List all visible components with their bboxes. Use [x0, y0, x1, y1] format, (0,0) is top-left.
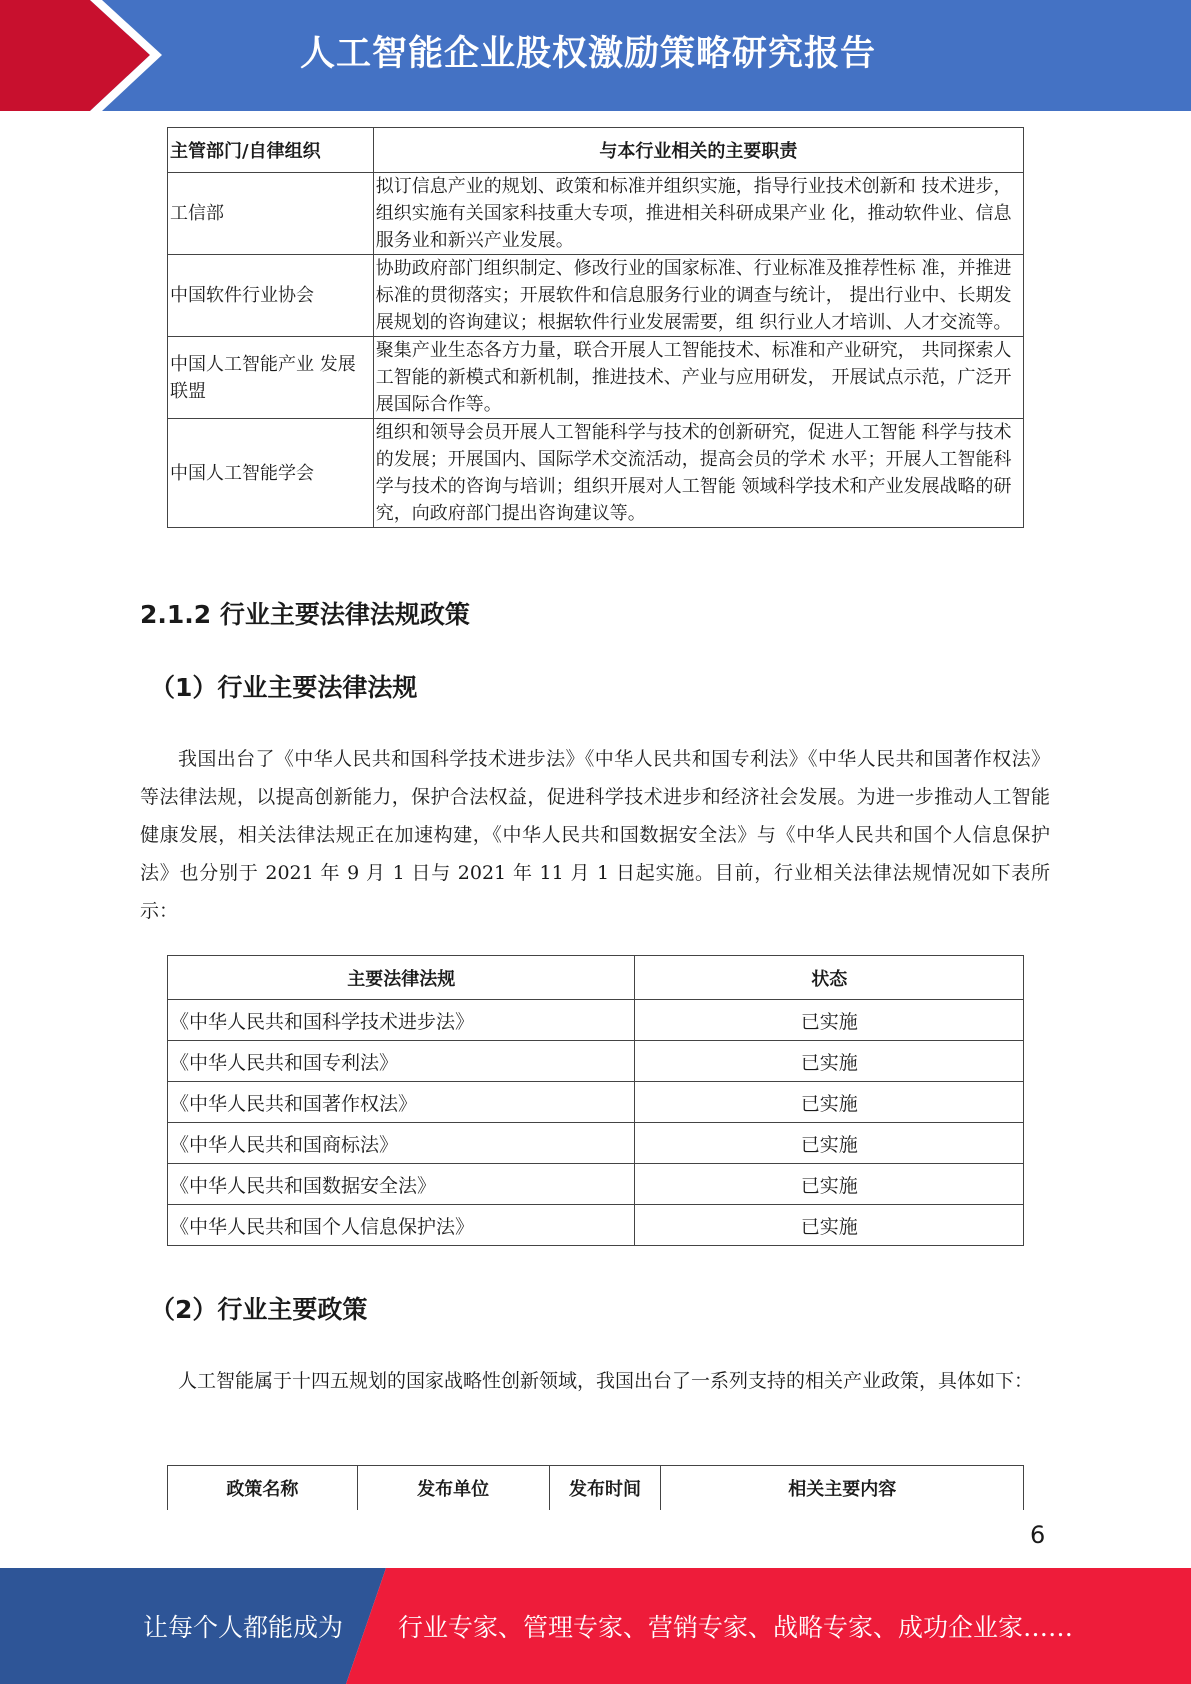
- law-status: 已实施: [635, 1164, 1024, 1205]
- page-number: 6: [1030, 1521, 1046, 1549]
- table-header-row: [168, 1466, 1024, 1511]
- table-row: [168, 255, 1024, 337]
- policies-table: [167, 1465, 1024, 1510]
- regulator-duty: 拟订信息产业的规划、政策和标准并组织实施，指导行业技术创新和 技术进步，组织实施有关国家科技重大专项，推进相关科研成果产业 化，推动软件业、信息服务业和新兴产业发展。: [373, 173, 1023, 255]
- table-row: [168, 337, 1024, 419]
- laws-table: [167, 955, 1024, 1246]
- law-name: 《中华人民共和国专利法》: [168, 1041, 635, 1082]
- body-paragraph: 人工智能属于十四五规划的国家战略性创新领域，我国出台了一系列支持的相关产业政策，具体如下：: [178, 1370, 1034, 1392]
- footer-slogan-right: 行业专家、管理专家、营销专家、战略专家、成功企业家……: [398, 1613, 1074, 1642]
- column-header: 发布时间: [549, 1466, 661, 1511]
- column-header: 与本行业相关的主要职责: [373, 128, 1023, 173]
- regulator-name: 工信部: [168, 173, 374, 255]
- law-status: 已实施: [635, 1041, 1024, 1082]
- regulator-duty: 组织和领导会员开展人工智能科学与技术的创新研究，促进人工智能 科学与技术的发展；开展国内、国际学术交流活动，提高会员的学术 水平；开展人工智能科学与技术的咨询与培训；组织开展对人工智能 领域科学技术和产业发展战略的研究，向政府部门提出咨询建议等。: [373, 419, 1023, 528]
- table-row: [168, 1123, 1024, 1164]
- table-row: [168, 1205, 1024, 1246]
- law-name: 《中华人民共和国著作权法》: [168, 1082, 635, 1123]
- report-title: 人工智能企业股权激励策略研究报告: [300, 34, 877, 74]
- regulator-duty: 聚集产业生态各方力量，联合开展人工智能技术、标准和产业研究， 共同探索人工智能的新模式和新机制，推进技术、产业与应用研发， 开展试点示范，广泛开展国际合作等。: [373, 337, 1023, 419]
- subsection-heading: （2）行业主要政策: [150, 1295, 368, 1324]
- table-row: [168, 1164, 1024, 1205]
- table-row: [168, 1041, 1024, 1082]
- table-header-row: [168, 956, 1024, 1000]
- footer-slogan-left: 让每个人都能成为: [143, 1613, 344, 1642]
- regulator-name: 中国人工智能产业 发展联盟: [168, 337, 374, 419]
- column-header: 相关主要内容: [661, 1466, 1024, 1511]
- law-name: 《中华人民共和国商标法》: [168, 1123, 635, 1164]
- law-name: 《中华人民共和国个人信息保护法》: [168, 1205, 635, 1246]
- footer-banner: [0, 1568, 1191, 1684]
- column-header: 政策名称: [168, 1466, 358, 1511]
- section-heading: 2.1.2 行业主要法律法规政策: [140, 600, 470, 629]
- table-header-row: [168, 128, 1024, 173]
- law-status: 已实施: [635, 1082, 1024, 1123]
- column-header: 主管部门/自律组织: [168, 128, 374, 173]
- regulator-duty: 协助政府部门组织制定、修改行业的国家标准、行业标准及推荐性标 准，并推进标准的贯彻落实；开展软件和信息服务行业的调查与统计， 提出行业中、长期发展规划的咨询建议；根据软件行业发展需要，组 织行业人才培训、人才交流等。: [373, 255, 1023, 337]
- table-row: [168, 1082, 1024, 1123]
- regulator-name: 中国软件行业协会: [168, 255, 374, 337]
- regulator-name: 中国人工智能学会: [168, 419, 374, 528]
- column-header: 主要法律法规: [168, 956, 635, 1000]
- column-header: 状态: [635, 956, 1024, 1000]
- body-paragraph: 我国出台了《中华人民共和国科学技术进步法》《中华人民共和国专利法》《中华人民共和国著作权法》等法律法规，以提高创新能力，保护合法权益，促进科学技术进步和经济社会发展。为进一步推动人工智能健康发展，相关法律法规正在加速构建，《中华人民共和国数据安全法》与《中华人民共和国个人信息保护法》也分别于 2021 年 9 月 1 日与 2021 年 11 月 1 日起实施。目前，行业相关法律法规情况如下表所示：: [140, 748, 1050, 922]
- law-status: 已实施: [635, 1000, 1024, 1041]
- law-status: 已实施: [635, 1123, 1024, 1164]
- column-header: 发布单位: [357, 1466, 549, 1511]
- law-name: 《中华人民共和国数据安全法》: [168, 1164, 635, 1205]
- subsection-heading: （1）行业主要法律法规: [150, 673, 418, 702]
- header-banner: [0, 0, 1191, 111]
- table-row: [168, 173, 1024, 255]
- table-row: [168, 1000, 1024, 1041]
- regulators-table: [167, 127, 1024, 528]
- law-name: 《中华人民共和国科学技术进步法》: [168, 1000, 635, 1041]
- law-status: 已实施: [635, 1205, 1024, 1246]
- table-row: [168, 419, 1024, 528]
